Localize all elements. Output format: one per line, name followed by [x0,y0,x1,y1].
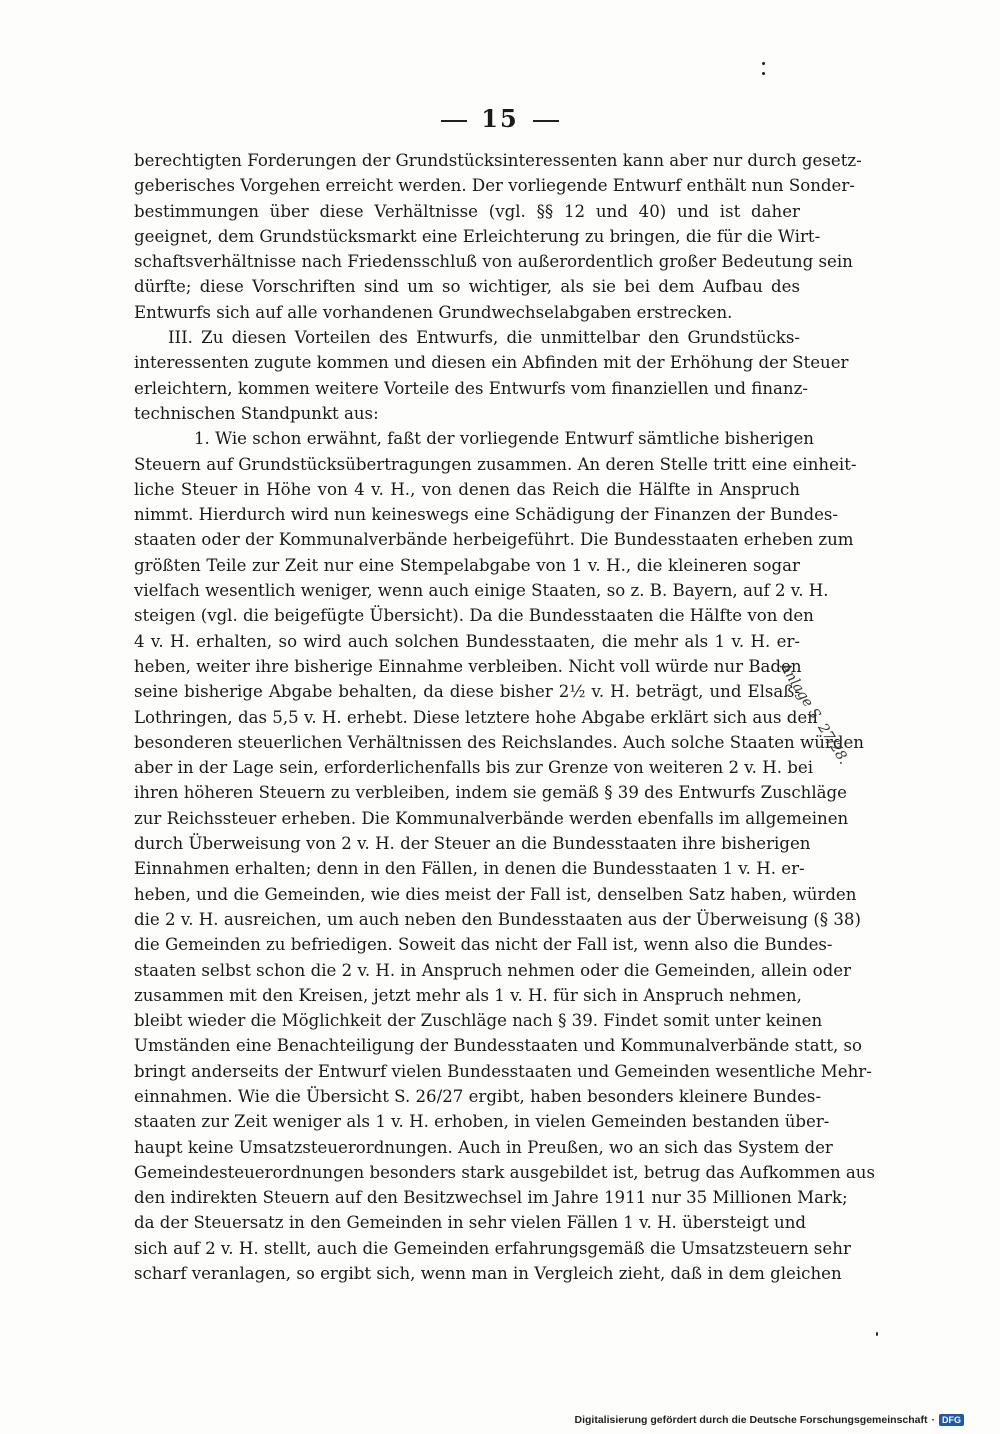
text-line: Lothringen, das 5,5 v. H. erhebt. Diese letztere hohe Abgabe erklärt sich aus den [134,707,818,727]
text-line: aber in der Lage sein, erforderlichenfalls bis zur Grenze von weiteren 2 v. H. bei [134,758,814,778]
text-line: durch Überweisung von 2 v. H. der Steuer an die Bundesstaaten ihre bisherigen [134,834,811,854]
text-line: da der Steuersatz in den Gemeinden in sehr vielen Fällen 1 v. H. übersteigt und [134,1213,807,1233]
scan-speck [876,1332,878,1336]
text-line: zur Reichssteuer erheben. Die Kommunalverbände werden ebenfalls im allgemeinen [134,808,849,828]
dash-left [441,120,467,122]
text-line: dürfte; diese Vorschriften sind um so wichtiger, als sie bei dem Aufbau des [134,277,800,297]
dfg-logo: DFG [939,1414,964,1426]
text-line: heben, und die Gemeinden, wie dies meist der Fall ist, denselben Satz haben, würden [134,884,857,904]
text-line: besonderen steuerlichen Verhältnissen des Reichslandes. Auch solche Staaten würden [134,732,864,752]
text-line: geeignet, dem Grundstücksmarkt eine Erleichterung zu bringen, die für die Wirt- [134,226,821,246]
text-line: technischen Standpunkt aus: [134,403,379,423]
text-line: erleichtern, kommen weitere Vorteile des Entwurfs vom finanziellen und finanz- [134,378,808,398]
text-line: nimmt. Hierdurch wird nun keineswegs eine Schädigung der Finanzen der Bundes- [134,505,839,525]
text-line: bestimmungen über diese Verhältnisse (vgl. §§ 12 und 40) und ist daher [134,201,800,221]
text-line: zusammen mit den Kreisen, jetzt mehr als 1 v. H. für sich in Anspruch nehmen, [134,985,802,1005]
text-line: steigen (vgl. die beigefügte Übersicht). Da die Bundesstaaten die Hälfte von den [134,606,814,626]
text-line: Gemeindesteuerordnungen besonders stark ausgebildet ist, betrug das Aufkommen aus [134,1162,875,1182]
text-line: bringt anderseits der Entwurf vielen Bundesstaaten und Gemeinden wesentliche Mehr- [134,1061,872,1081]
text-line: staaten oder der Kommunalverbände herbeigeführt. Die Bundesstaaten erheben zum [134,530,854,550]
text-line: scharf veranlagen, so ergibt sich, wenn man in Vergleich zieht, daß in dem gleichen [134,1264,842,1284]
page-number-header [0,104,1000,133]
text-line: geberisches Vorgehen erreicht werden. Der vorliegende Entwurf enthält nun Sonder- [134,176,855,196]
footer-text: Digitalisierung gefördert durch die Deutsche Forschungsgemeinschaft [574,1414,928,1426]
text-line: Entwurfs sich auf alle vorhandenen Grundwechselabgaben erstrecken. [134,302,733,322]
text-line: seine bisherige Abgabe behalten, da diese bisher 2½ v. H. beträgt, und Elsaß- [134,682,800,702]
text-line: die Gemeinden zu befriedigen. Soweit das nicht der Fall ist, wenn also die Bundes- [134,935,833,955]
text-line: staaten zur Zeit weniger als 1 v. H. erhoben, in vielen Gemeinden bestanden über- [134,1112,830,1132]
dash-right [533,120,559,122]
text-line: ihren höheren Steuern zu verbleiben, indem sie gemäß § 39 des Entwurfs Zuschläge [134,783,847,803]
text-line: einnahmen. Wie die Übersicht S. 26/27 ergibt, haben besonders kleinere Bundes- [134,1086,822,1106]
marginal-note: Anlage S. 27/28. [776,660,852,768]
text-line: berechtigten Forderungen der Grundstücksinteressenten kann aber nur durch gesetz- [134,151,862,170]
text-line: 4 v. H. erhalten, so wird auch solchen Bundesstaaten, die mehr als 1 v. H. er- [134,631,800,651]
text-line: Einnahmen erhalten; denn in den Fällen, in denen die Bundesstaaten 1 v. H. er- [134,859,805,879]
scan-speck [762,62,765,65]
text-line: vielfach wesentlich weniger, wenn auch einige Staaten, so z. B. Bayern, auf 2 v. H. [134,581,829,601]
text-line: Umständen eine Benachteiligung der Bundesstaaten und Kommunalverbände statt, so [134,1036,863,1056]
text-line: schaftsverhältnisse nach Friedensschluß von außerordentlich großer Bedeutung sein [134,252,853,272]
text-line: sich auf 2 v. H. stellt, auch die Gemeinden erfahrungsgemäß die Umsatzsteuern sehr [134,1238,851,1258]
text-line: haupt keine Umsatzsteuerordnungen. Auch in Preußen, wo an sich das System der [134,1137,833,1157]
text-line: III. Zu diesen Vorteilen des Entwurfs, die unmittelbar den Grundstücks- [168,328,800,348]
text-line: die 2 v. H. ausreichen, um auch neben den Bundesstaaten aus der Überweisung (§ 38) [134,909,861,929]
text-line: heben, weiter ihre bisherige Einnahme verbleiben. Nicht voll würde nur Baden [134,656,802,676]
page-number: 15 [481,104,519,133]
text-line: bleibt wieder die Möglichkeit der Zuschläge nach § 39. Findet somit unter keinen [134,1011,823,1031]
text-line: liche Steuer in Höhe von 4 v. H., von denen das Reich die Hälfte in Anspruch [134,479,800,499]
text-line: größten Teile zur Zeit nur eine Stempelabgabe von 1 v. H., die kleineren sogar [134,555,800,575]
text-line: interessenten zugute kommen und diesen ein Abfinden mit der Erhöhung der Steuer [134,353,849,373]
footer: Digitalisierung gefördert durch die Deutsche Forschungsgemeinschaft · DFG [575,1414,964,1426]
text-line: Steuern auf Grundstücksübertragungen zusammen. An deren Stelle tritt eine einheit- [134,454,857,474]
scan-speck [762,72,765,75]
text-line: staaten selbst schon die 2 v. H. in Anspruch nehmen oder die Gemeinden, allein oder [134,960,852,980]
text-line: den indirekten Steuern auf den Besitzwechsel im Jahre 1911 nur 35 Millionen Mark; [134,1188,848,1208]
text-line: 1. Wie schon erwähnt, faßt der vorliegende Entwurf sämtliche bisherigen [194,429,814,449]
